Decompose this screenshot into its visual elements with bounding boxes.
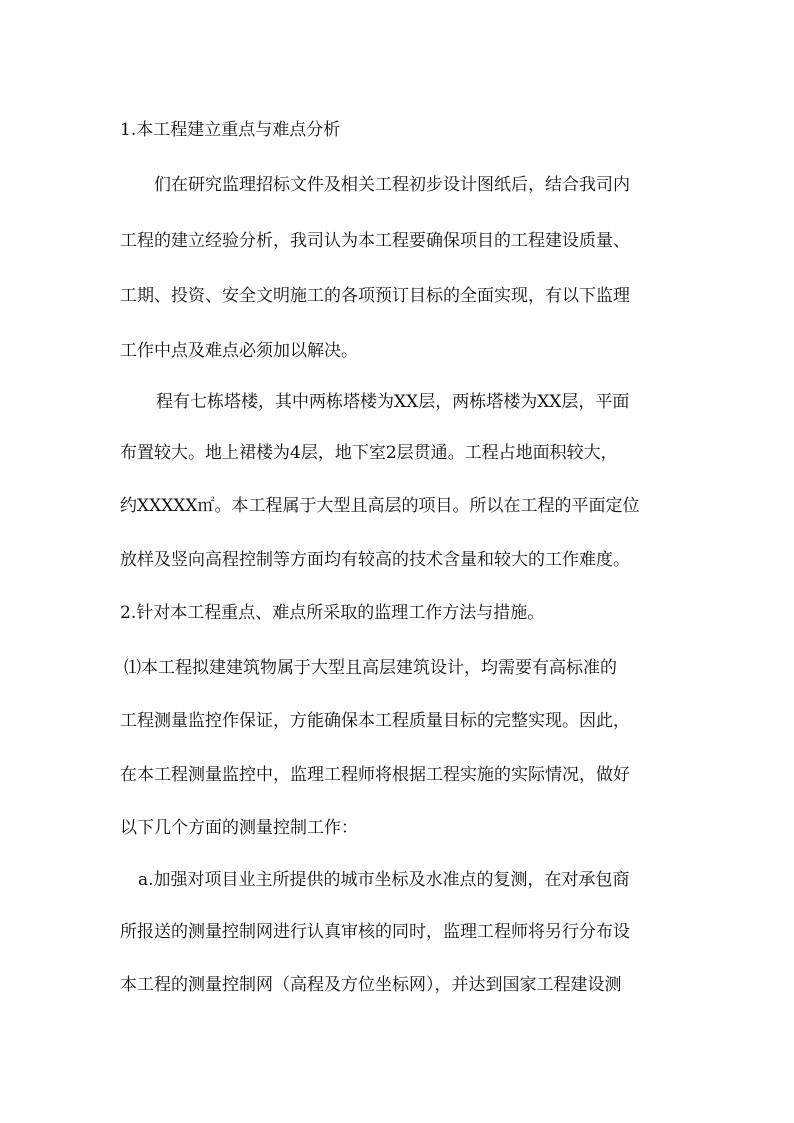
paragraph-line: a.加强对项目业主所提供的城市坐标及水准点的复测，在对承包商: [138, 870, 630, 890]
paragraph-line: 在本工程测量监控中，监理工程师将根据工程实施的实际情况，做好: [120, 765, 630, 785]
heading-line-1: 1.本工程建立重点与难点分析: [120, 120, 341, 140]
paragraph-line: 工作中点及难点必须加以解决。: [120, 341, 358, 361]
paragraph-line: 程有七栋塔楼，其中两栋塔楼为XX层，两栋塔楼为XX层，平面: [156, 392, 630, 412]
heading-line-2: 2.针对本工程重点、难点所采取的监理工作方法与措施。: [120, 603, 545, 623]
paragraph-line: 本工程的测量控制网（高程及方位坐标网），并达到国家工程建设测: [120, 975, 622, 995]
paragraph-line: ⑴本工程拟建建筑物属于大型且高层建筑设计，均需要有高标准的: [124, 658, 617, 678]
paragraph-line: 布置较大。地上裙楼为4层，地下室2层贯通。工程占地面积较大，: [120, 443, 618, 463]
paragraph-line: 工程的建立经验分析，我司认为本工程要确保项目的工程建设质量、: [120, 231, 630, 251]
paragraph-line: 约XXXXX㎡。本工程属于大型且高层的项目。所以在工程的平面定位: [120, 496, 640, 516]
paragraph-line: 以下几个方面的测量控制工作：: [120, 818, 358, 838]
paragraph-line: 放样及竖向高程控制等方面均有较高的技术含量和较大的工作难度。: [120, 550, 630, 570]
paragraph-line: 工期、投资、安全文明施工的各项预订目标的全面实现，有以下监理: [120, 286, 630, 306]
paragraph-line: 所报送的测量控制网进行认真审核的同时，监理工程师将另行分布设: [120, 922, 630, 942]
paragraph-line: 们在研究监理招标文件及相关工程初步设计图纸后，结合我司内: [154, 175, 630, 195]
paragraph-line: 工程测量监控作保证，方能确保本工程质量目标的完整实现。因此，: [120, 711, 630, 731]
